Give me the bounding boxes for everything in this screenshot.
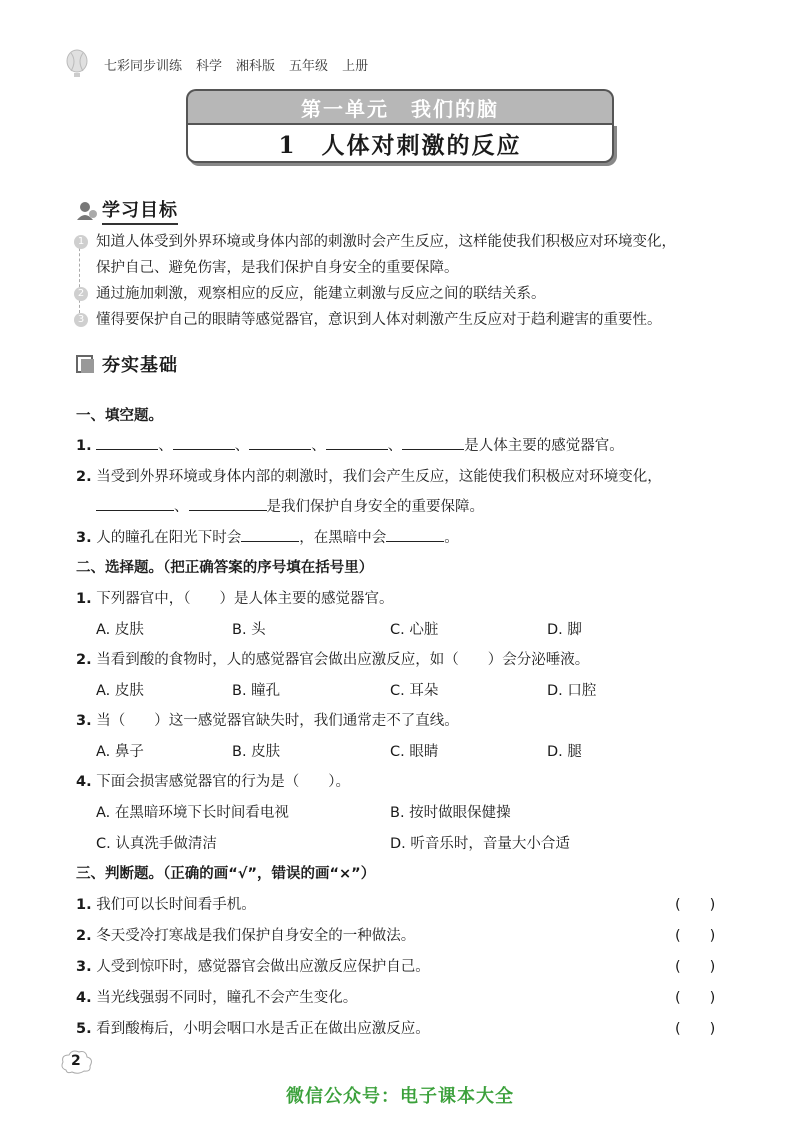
page-number: 2 [71, 1053, 81, 1069]
question-text: 下面会损害感觉器官的行为是（ ）。 [96, 774, 350, 790]
question-text: 人受到惊吓时，感觉器官会做出应激反应保护自己。 [96, 959, 430, 975]
unit-title: 第一单元 我们的脑 [186, 89, 614, 123]
question-text: 当受到外界环境或身体内部的刺激时，我们会产生反应，这能使我们积极应对环境变化， [96, 469, 662, 485]
judge-item [76, 986, 357, 1007]
fill-question-2 [76, 465, 662, 486]
question-number: 4. [76, 774, 92, 790]
option-b[interactable]: B. 瞳孔 [232, 683, 281, 699]
judge-item [76, 893, 256, 914]
basics-heading [76, 351, 178, 377]
question-number: 2. [76, 928, 92, 944]
question-text: 看到酸梅后，小明会咽口水是舌正在做出应激反应。 [96, 1021, 430, 1037]
answer-parentheses[interactable]: ( ) [675, 1021, 716, 1037]
option-a[interactable]: A. 鼻子 [96, 744, 144, 760]
lesson-title: 1 人体对刺激的反应 [186, 123, 614, 163]
goal-item [77, 229, 740, 281]
question-number: 4. [76, 990, 92, 1006]
header-edition: 湘科版 [236, 58, 276, 74]
goal-text-cont: 保护自己、避免伤害，是我们保护自身安全的重要保障。 [96, 260, 459, 276]
goal-text: 懂得要保护自己的眼睛等感觉器官，意识到人体对刺激产生反应对于趋利避害的重要性。 [96, 312, 662, 328]
option-d[interactable]: D. 听音乐时，音量大小合适 [390, 836, 570, 852]
option-c[interactable]: C. 认真洗手做清洁 [96, 836, 217, 852]
fill-heading: 一、填空题。 [76, 408, 163, 424]
question-text: ，在黑暗中会 [299, 530, 387, 546]
goal-text: 知道人体受到外界环境或身体内部的刺激时会产生反应，这样能使我们积极应对环境变化， [96, 234, 676, 250]
separator: 、 [387, 438, 403, 454]
question-number: 3. [76, 530, 92, 546]
option-c[interactable]: C. 耳朵 [390, 683, 439, 699]
footer-watermark: 微信公众号：电子课本大全 [286, 1086, 514, 1107]
judge-item [76, 1017, 430, 1038]
question-number: 3. [76, 713, 92, 729]
separator: 、 [174, 499, 189, 515]
question-number: 1. [76, 897, 92, 913]
question-number: 2. [76, 469, 92, 485]
answer-blank[interactable] [241, 527, 299, 542]
goal-text: 通过施加刺激，观察相应的反应，能建立刺激与反应之间的联结关系。 [96, 286, 546, 302]
judge-item [76, 955, 430, 976]
goal-number: 3 [74, 313, 88, 327]
question-text: 当看到酸的食物时，人的感觉器官会做出应激反应，如（ ）会分泌唾液。 [96, 652, 590, 668]
goal-number: 2 [74, 287, 88, 301]
question-text: 是我们保护自身安全的重要保障。 [266, 499, 484, 515]
fill-question-1 [76, 434, 624, 455]
answer-blank[interactable] [386, 527, 444, 542]
question-text: 当（ ）这一感觉器官缺失时，我们通常走不了直线。 [96, 713, 459, 729]
goal-item [77, 307, 740, 333]
option-a[interactable]: A. 皮肤 [96, 622, 144, 638]
option-d[interactable]: D. 脚 [547, 622, 582, 638]
question-number: 2. [76, 652, 92, 668]
option-b[interactable]: B. 头 [232, 622, 266, 638]
question-text: 。 [444, 530, 459, 546]
answer-blank[interactable] [96, 435, 158, 450]
basics-heading-label: 夯实基础 [102, 355, 178, 376]
answer-blank[interactable] [402, 435, 464, 450]
person-icon [76, 201, 98, 221]
choice-question [76, 587, 393, 608]
running-header [62, 50, 382, 78]
option-a[interactable]: A. 皮肤 [96, 683, 144, 699]
choice-question [76, 770, 350, 791]
goals-heading [76, 196, 178, 225]
option-b[interactable]: B. 皮肤 [232, 744, 281, 760]
answer-blank[interactable] [189, 496, 267, 511]
option-d[interactable]: D. 腿 [547, 744, 582, 760]
question-text: 我们可以长时间看手机。 [96, 897, 256, 913]
header-grade: 五年级 [289, 58, 329, 74]
answer-parentheses[interactable]: ( ) [675, 959, 716, 975]
separator: 、 [311, 438, 326, 454]
option-c[interactable]: C. 眼睛 [390, 744, 439, 760]
header-subject: 科学 [196, 58, 223, 74]
answer-blank[interactable] [249, 435, 311, 450]
page-number-badge [60, 1048, 90, 1074]
option-a[interactable]: A. 在黑暗环境下长时间看电视 [96, 805, 289, 821]
question-number: 1. [76, 438, 92, 454]
question-text: 人的瞳孔在阳光下时会 [96, 530, 242, 546]
answer-parentheses[interactable]: ( ) [675, 897, 716, 913]
question-number: 1. [76, 591, 92, 607]
book-icon [76, 354, 96, 374]
balloon-logo-icon [62, 49, 92, 79]
answer-blank[interactable] [326, 435, 388, 450]
fill-question-3 [76, 526, 459, 547]
goals-heading-label: 学习目标 [102, 196, 178, 225]
goal-item [77, 281, 740, 307]
answer-parentheses[interactable]: ( ) [675, 990, 716, 1006]
separator: 、 [234, 438, 250, 454]
choice-heading: 二、选择题。（把正确答案的序号填在括号里） [76, 560, 374, 576]
answer-parentheses[interactable]: ( ) [675, 928, 716, 944]
judge-heading: 三、判断题。（正确的画“√”，错误的画“×”） [76, 866, 376, 882]
header-volume: 上册 [342, 58, 369, 74]
header-book: 七彩同步训练 [104, 58, 183, 74]
goal-number: 1 [74, 235, 88, 249]
judge-item [76, 924, 415, 945]
choice-question [76, 648, 589, 669]
answer-blank[interactable] [173, 435, 235, 450]
question-number: 3. [76, 959, 92, 975]
option-b[interactable]: B. 按时做眼保健操 [390, 805, 511, 821]
question-number: 5. [76, 1021, 92, 1037]
separator: 、 [158, 438, 173, 454]
answer-blank[interactable] [96, 496, 174, 511]
question-text: 当光线强弱不同时，瞳孔不会产生变化。 [96, 990, 358, 1006]
lesson-title-box [186, 89, 614, 163]
question-text: 下列器官中，（ ）是人体主要的感觉器官。 [96, 591, 394, 607]
question-text: 是人体主要的感觉器官。 [464, 438, 624, 454]
fill-question-2-cont [96, 495, 484, 516]
option-d[interactable]: D. 口腔 [547, 683, 597, 699]
option-c[interactable]: C. 心脏 [390, 622, 439, 638]
choice-question [76, 709, 459, 730]
question-text: 冬天受冷打寒战是我们保护自身安全的一种做法。 [96, 928, 416, 944]
